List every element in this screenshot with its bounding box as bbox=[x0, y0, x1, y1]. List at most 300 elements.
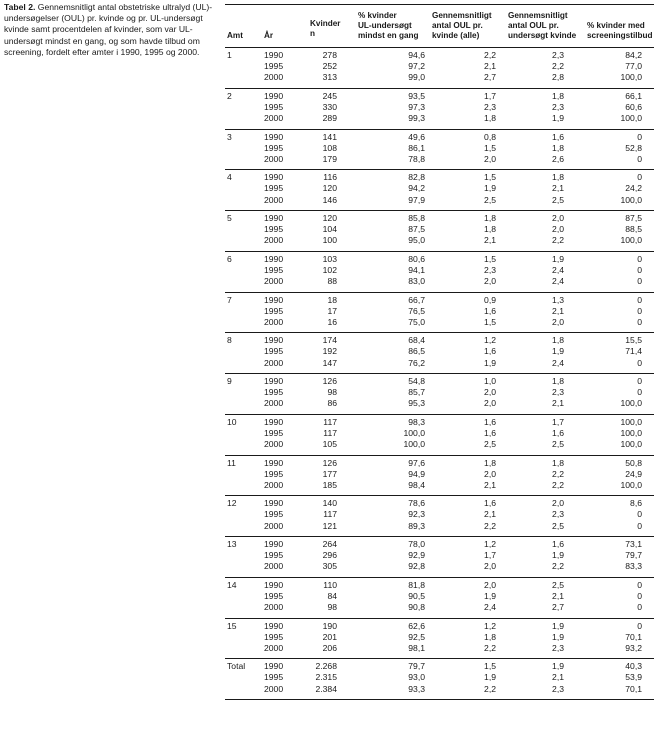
cell-oul: 2,0 bbox=[484, 276, 496, 287]
cell-pct: 89,3 bbox=[408, 520, 425, 531]
table-group bbox=[225, 211, 654, 252]
cell-und: 1,8 bbox=[552, 457, 564, 468]
cell-und: 2,5 bbox=[552, 579, 564, 590]
table-row bbox=[225, 102, 654, 113]
cell-scr: 0 bbox=[637, 253, 642, 264]
cell-amt: 11 bbox=[227, 457, 236, 468]
cell-oul: 0,9 bbox=[484, 294, 496, 305]
cell-scr: 8,6 bbox=[630, 498, 642, 509]
table-row bbox=[225, 172, 654, 183]
cell-pct: 93,3 bbox=[408, 683, 425, 694]
cell-pct: 85,8 bbox=[408, 213, 425, 223]
cell-oul: 1,2 bbox=[484, 620, 496, 631]
cell-n: 201 bbox=[322, 631, 337, 642]
cell-aar: 2000 bbox=[264, 398, 284, 409]
cell-scr: 87,5 bbox=[625, 213, 642, 223]
cell-n: 102 bbox=[322, 264, 337, 275]
cell-oul: 1,6 bbox=[484, 346, 496, 357]
cell-aar: 1995 bbox=[264, 672, 284, 683]
cell-scr: 0 bbox=[637, 376, 642, 386]
table-row bbox=[225, 91, 654, 102]
table-group bbox=[225, 252, 654, 293]
cell-scr: 0 bbox=[637, 579, 642, 590]
cell-n: 117 bbox=[323, 427, 337, 438]
cell-n: 313 bbox=[322, 72, 337, 83]
cell-oul: 2,4 bbox=[484, 602, 496, 613]
cell-aar: 1990 bbox=[264, 294, 284, 305]
header-scr-line1: % kvinder med bbox=[587, 21, 645, 30]
cell-n: 100 bbox=[322, 235, 337, 246]
cell-aar: 2000 bbox=[264, 194, 284, 205]
header-und-line2: antal OUL pr. bbox=[508, 21, 559, 30]
cell-oul: 1,6 bbox=[484, 416, 496, 427]
cell-scr: 88,5 bbox=[625, 224, 642, 235]
cell-aar: 1990 bbox=[264, 213, 284, 223]
table-row bbox=[225, 591, 654, 602]
cell-scr: 0 bbox=[637, 387, 642, 398]
cell-scr: 70,1 bbox=[625, 631, 642, 642]
cell-oul: 1,5 bbox=[484, 253, 496, 264]
cell-n: 289 bbox=[322, 113, 337, 124]
table-row bbox=[225, 684, 654, 695]
header-und-line1: Gennemsnitligt bbox=[508, 11, 568, 20]
cell-pct: 92,3 bbox=[408, 509, 425, 520]
cell-scr: 0 bbox=[637, 590, 642, 601]
cell-oul: 2,5 bbox=[484, 194, 496, 205]
cell-oul: 1,6 bbox=[484, 498, 496, 509]
table-row bbox=[225, 458, 654, 469]
cell-scr: 53,9 bbox=[625, 672, 642, 683]
table-group bbox=[225, 496, 654, 537]
cell-scr: 0 bbox=[637, 294, 642, 305]
cell-scr: 0 bbox=[637, 620, 642, 631]
cell-n: 84 bbox=[327, 590, 337, 601]
cell-und: 1,8 bbox=[552, 376, 564, 386]
header-amt: Amt bbox=[227, 31, 243, 40]
cell-pct: 86,1 bbox=[408, 142, 425, 153]
cell-und: 2,1 bbox=[552, 305, 564, 316]
cell-scr: 0 bbox=[637, 153, 642, 164]
cell-amt: 2 bbox=[227, 90, 232, 101]
cell-amt: 7 bbox=[227, 294, 232, 305]
table-row bbox=[225, 480, 654, 491]
cell-oul: 1,9 bbox=[484, 590, 496, 601]
cell-und: 2,8 bbox=[552, 72, 564, 83]
cell-amt: 4 bbox=[227, 172, 232, 183]
cell-pct: 79,7 bbox=[408, 661, 425, 672]
cell-pct: 94,9 bbox=[408, 468, 425, 479]
cell-oul: 2,2 bbox=[484, 683, 496, 694]
cell-n: 126 bbox=[322, 376, 337, 386]
cell-pct: 97,2 bbox=[408, 61, 425, 72]
cell-n: 141 bbox=[322, 131, 337, 142]
table-row bbox=[225, 195, 654, 206]
cell-oul: 1,6 bbox=[484, 427, 496, 438]
table-group bbox=[225, 333, 654, 374]
cell-amt: 8 bbox=[227, 335, 232, 346]
cell-scr: 71,4 bbox=[625, 346, 642, 357]
table-row bbox=[225, 154, 654, 165]
cell-oul: 2,1 bbox=[484, 235, 496, 246]
cell-n: 2.384 bbox=[315, 683, 337, 694]
table-caption bbox=[4, 2, 214, 58]
cell-n: 105 bbox=[322, 439, 337, 450]
table-row bbox=[225, 509, 654, 520]
cell-aar: 1995 bbox=[264, 305, 284, 316]
table-row bbox=[225, 295, 654, 306]
cell-oul: 1,9 bbox=[484, 357, 496, 368]
header-pct-line3: mindst en gang bbox=[358, 31, 419, 40]
cell-n: 18 bbox=[327, 294, 337, 305]
cell-oul: 2,0 bbox=[484, 579, 496, 590]
cell-n: 16 bbox=[327, 316, 337, 327]
cell-und: 1,3 bbox=[552, 294, 564, 305]
cell-n: 140 bbox=[322, 498, 337, 509]
cell-oul: 1,6 bbox=[484, 305, 496, 316]
cell-oul: 1,8 bbox=[484, 631, 496, 642]
cell-und: 1,9 bbox=[552, 661, 564, 672]
cell-oul: 2,2 bbox=[484, 520, 496, 531]
cell-oul: 2,1 bbox=[484, 509, 496, 520]
cell-aar: 2000 bbox=[264, 357, 284, 368]
cell-und: 2,4 bbox=[552, 357, 564, 368]
cell-aar: 1995 bbox=[264, 468, 284, 479]
table-row bbox=[225, 224, 654, 235]
table-row bbox=[225, 521, 654, 532]
cell-und: 2,7 bbox=[552, 602, 564, 613]
cell-und: 2,0 bbox=[552, 316, 564, 327]
table-group bbox=[225, 415, 654, 456]
cell-oul: 1,5 bbox=[484, 316, 496, 327]
cell-pct: 83,0 bbox=[408, 276, 425, 287]
cell-n: 117 bbox=[323, 509, 337, 520]
cell-amt: 9 bbox=[227, 376, 232, 386]
cell-und: 1,6 bbox=[552, 131, 564, 142]
cell-scr: 0 bbox=[637, 602, 642, 613]
cell-scr: 0 bbox=[637, 509, 642, 520]
cell-und: 2,3 bbox=[552, 683, 564, 694]
cell-und: 1,6 bbox=[552, 539, 564, 549]
cell-scr: 0 bbox=[637, 316, 642, 327]
cell-oul: 1,8 bbox=[484, 213, 496, 223]
cell-pct: 49,6 bbox=[408, 131, 425, 142]
cell-n: 116 bbox=[323, 172, 337, 183]
cell-n: 120 bbox=[322, 213, 337, 223]
cell-n: 185 bbox=[322, 479, 337, 490]
cell-pct: 78,6 bbox=[408, 498, 425, 509]
cell-und: 1,9 bbox=[552, 631, 564, 642]
cell-und: 1,8 bbox=[552, 142, 564, 153]
cell-und: 2,2 bbox=[552, 479, 564, 490]
cell-und: 1,9 bbox=[552, 113, 564, 124]
cell-aar: 2000 bbox=[264, 439, 284, 450]
table-row bbox=[225, 358, 654, 369]
cell-scr: 50,8 bbox=[625, 457, 642, 468]
cell-pct: 90,8 bbox=[408, 602, 425, 613]
cell-n: 252 bbox=[322, 61, 337, 72]
table-row bbox=[225, 143, 654, 154]
table-row bbox=[225, 539, 654, 550]
cell-amt: 1 bbox=[227, 50, 232, 60]
cell-pct: 78,8 bbox=[408, 153, 425, 164]
cell-aar: 1990 bbox=[264, 335, 284, 346]
cell-oul: 2,2 bbox=[484, 642, 496, 653]
cell-aar: 2000 bbox=[264, 561, 284, 572]
table-row bbox=[225, 469, 654, 480]
cell-pct: 97,9 bbox=[408, 194, 425, 205]
table-group bbox=[225, 374, 654, 415]
table-row bbox=[225, 643, 654, 654]
cell-scr: 77,0 bbox=[625, 61, 642, 72]
cell-oul: 1,2 bbox=[484, 539, 496, 549]
cell-pct: 92,8 bbox=[408, 561, 425, 572]
cell-pct: 66,7 bbox=[408, 294, 425, 305]
table-row bbox=[225, 387, 654, 398]
cell-scr: 52,8 bbox=[625, 142, 642, 153]
cell-n: 110 bbox=[323, 579, 337, 590]
cell-oul: 2,2 bbox=[484, 50, 496, 60]
cell-aar: 1990 bbox=[264, 90, 284, 101]
cell-aar: 1990 bbox=[264, 131, 284, 142]
table-row bbox=[225, 306, 654, 317]
cell-pct: 94,6 bbox=[408, 50, 425, 60]
data-table bbox=[225, 4, 654, 700]
header-oul-line2: antal OUL pr. bbox=[432, 21, 483, 30]
table-header bbox=[225, 5, 654, 47]
table-group bbox=[225, 130, 654, 171]
table-row bbox=[225, 183, 654, 194]
cell-und: 2,3 bbox=[552, 509, 564, 520]
table-row bbox=[225, 439, 654, 450]
cell-n: 146 bbox=[322, 194, 337, 205]
cell-n: 120 bbox=[322, 183, 337, 194]
cell-und: 2,2 bbox=[552, 235, 564, 246]
cell-n: 264 bbox=[322, 539, 337, 549]
cell-oul: 1,8 bbox=[484, 457, 496, 468]
cell-und: 2,5 bbox=[552, 520, 564, 531]
table-row bbox=[225, 632, 654, 643]
cell-amt: 12 bbox=[227, 498, 237, 509]
cell-und: 2,3 bbox=[552, 387, 564, 398]
cell-und: 1,8 bbox=[552, 90, 564, 101]
table-body bbox=[225, 48, 654, 700]
cell-aar: 1995 bbox=[264, 61, 284, 72]
cell-pct: 90,5 bbox=[408, 590, 425, 601]
cell-n: 2.315 bbox=[315, 672, 337, 683]
cell-aar: 1995 bbox=[264, 509, 284, 520]
cell-und: 1,9 bbox=[552, 346, 564, 357]
table-row bbox=[225, 50, 654, 61]
cell-oul: 2,0 bbox=[484, 468, 496, 479]
table-group bbox=[225, 293, 654, 334]
table-row bbox=[225, 113, 654, 124]
table-row bbox=[225, 132, 654, 143]
cell-aar: 1990 bbox=[264, 457, 284, 468]
table-row bbox=[225, 254, 654, 265]
cell-n: 305 bbox=[322, 561, 337, 572]
cell-pct: 98,3 bbox=[408, 416, 425, 427]
cell-pct: 95,3 bbox=[408, 398, 425, 409]
cell-pct: 93,0 bbox=[408, 672, 425, 683]
cell-pct: 76,5 bbox=[408, 305, 425, 316]
cell-n: 174 bbox=[322, 335, 337, 346]
cell-aar: 1995 bbox=[264, 427, 284, 438]
cell-scr: 100,0 bbox=[620, 235, 642, 246]
cell-oul: 0,8 bbox=[484, 131, 496, 142]
cell-n: 103 bbox=[322, 253, 337, 264]
cell-und: 1,8 bbox=[552, 335, 564, 346]
cell-amt: Total bbox=[227, 661, 246, 672]
cell-scr: 100,0 bbox=[620, 398, 642, 409]
cell-aar: 2000 bbox=[264, 683, 284, 694]
cell-n: 117 bbox=[323, 416, 337, 427]
table-row bbox=[225, 61, 654, 72]
cell-pct: 92,5 bbox=[408, 631, 425, 642]
table-row bbox=[225, 661, 654, 672]
cell-aar: 1995 bbox=[264, 101, 284, 112]
table-row bbox=[225, 265, 654, 276]
cell-und: 2,3 bbox=[552, 642, 564, 653]
table-row bbox=[225, 213, 654, 224]
cell-scr: 15,5 bbox=[625, 335, 642, 346]
header-oul-line1: Gennemsnitligt bbox=[432, 11, 492, 20]
cell-aar: 2000 bbox=[264, 602, 284, 613]
table-row bbox=[225, 428, 654, 439]
cell-scr: 40,3 bbox=[625, 661, 642, 672]
table-group bbox=[225, 456, 654, 497]
caption-text: Gennemsnitligt antal obstetriske ultralyd (UL)-undersøgelser (OUL) pr. kvinde og pr. UL-undersøgt kvinde samt procentdelen af kvinder, som var UL-undersøgt mindst en gang, og som havde tilbud om screening, fordelt efter amter i 1990, 1995 og 2000. bbox=[4, 2, 213, 57]
cell-aar: 1995 bbox=[264, 387, 284, 398]
table-row bbox=[225, 602, 654, 613]
cell-oul: 1,7 bbox=[484, 550, 496, 561]
cell-scr: 73,1 bbox=[625, 539, 642, 549]
cell-und: 1,9 bbox=[552, 550, 564, 561]
cell-amt: 15 bbox=[227, 620, 237, 631]
cell-n: 2.268 bbox=[315, 661, 337, 672]
cell-oul: 2,1 bbox=[484, 61, 496, 72]
cell-oul: 2,3 bbox=[484, 264, 496, 275]
cell-n: 104 bbox=[322, 224, 337, 235]
cell-scr: 100,0 bbox=[620, 439, 642, 450]
cell-oul: 1,9 bbox=[484, 672, 496, 683]
table-row bbox=[225, 398, 654, 409]
cell-amt: 10 bbox=[227, 416, 237, 427]
table-row bbox=[225, 276, 654, 287]
cell-scr: 100,0 bbox=[620, 194, 642, 205]
cell-pct: 93,5 bbox=[408, 90, 425, 101]
table-group bbox=[225, 659, 654, 700]
cell-aar: 1990 bbox=[264, 376, 284, 386]
cell-und: 2,0 bbox=[552, 224, 564, 235]
cell-aar: 1990 bbox=[264, 416, 284, 427]
cell-n: 126 bbox=[322, 457, 337, 468]
cell-pct: 100,0 bbox=[403, 439, 425, 450]
cell-aar: 1990 bbox=[264, 620, 284, 631]
cell-und: 2,0 bbox=[552, 213, 564, 223]
cell-aar: 1995 bbox=[264, 631, 284, 642]
cell-pct: 86,5 bbox=[408, 346, 425, 357]
table-group bbox=[225, 170, 654, 211]
cell-oul: 2,0 bbox=[484, 561, 496, 572]
cell-scr: 84,2 bbox=[625, 50, 642, 60]
cell-und: 2,1 bbox=[552, 183, 564, 194]
cell-aar: 1990 bbox=[264, 50, 284, 60]
cell-pct: 68,4 bbox=[408, 335, 425, 346]
cell-n: 192 bbox=[322, 346, 337, 357]
header-n-line2: n bbox=[310, 29, 316, 38]
cell-scr: 70,1 bbox=[625, 683, 642, 694]
cell-aar: 2000 bbox=[264, 235, 284, 246]
cell-scr: 0 bbox=[637, 305, 642, 316]
cell-scr: 93,2 bbox=[625, 642, 642, 653]
table-row bbox=[225, 335, 654, 346]
cell-scr: 100,0 bbox=[620, 113, 642, 124]
cell-n: 147 bbox=[322, 357, 337, 368]
cell-und: 1,8 bbox=[552, 172, 564, 183]
cell-und: 2,1 bbox=[552, 672, 564, 683]
table-group bbox=[225, 537, 654, 578]
cell-oul: 1,5 bbox=[484, 661, 496, 672]
cell-oul: 2,5 bbox=[484, 439, 496, 450]
cell-und: 2,2 bbox=[552, 468, 564, 479]
table-row bbox=[225, 317, 654, 328]
cell-und: 2,0 bbox=[552, 498, 564, 509]
cell-und: 2,5 bbox=[552, 194, 564, 205]
cell-scr: 24,2 bbox=[625, 183, 642, 194]
cell-pct: 98,1 bbox=[408, 642, 425, 653]
table-row bbox=[225, 550, 654, 561]
cell-aar: 1995 bbox=[264, 346, 284, 357]
cell-scr: 100,0 bbox=[620, 416, 642, 427]
cell-pct: 76,2 bbox=[408, 357, 425, 368]
cell-oul: 1,7 bbox=[484, 90, 496, 101]
table-row bbox=[225, 498, 654, 509]
header-und-line3: undersøgt kvinde bbox=[508, 31, 577, 40]
cell-und: 1,9 bbox=[552, 253, 564, 264]
cell-pct: 92,9 bbox=[408, 550, 425, 561]
cell-pct: 75,0 bbox=[408, 316, 425, 327]
cell-und: 2,1 bbox=[552, 398, 564, 409]
cell-aar: 1990 bbox=[264, 172, 284, 183]
cell-aar: 1995 bbox=[264, 550, 284, 561]
cell-oul: 2,0 bbox=[484, 398, 496, 409]
cell-aar: 1990 bbox=[264, 661, 284, 672]
cell-aar: 1990 bbox=[264, 253, 284, 264]
cell-aar: 2000 bbox=[264, 316, 284, 327]
cell-pct: 62,6 bbox=[408, 620, 425, 631]
cell-oul: 1,0 bbox=[484, 376, 496, 386]
cell-pct: 85,7 bbox=[408, 387, 425, 398]
cell-n: 86 bbox=[327, 398, 337, 409]
cell-n: 108 bbox=[322, 142, 337, 153]
header-pct-line1: % kvinder bbox=[358, 11, 397, 20]
caption-label: Tabel 2. bbox=[4, 2, 36, 12]
table-row bbox=[225, 417, 654, 428]
cell-aar: 2000 bbox=[264, 72, 284, 83]
cell-pct: 98,4 bbox=[408, 479, 425, 490]
cell-n: 98 bbox=[327, 387, 337, 398]
cell-pct: 82,8 bbox=[408, 172, 425, 183]
cell-aar: 1995 bbox=[264, 590, 284, 601]
cell-pct: 87,5 bbox=[408, 224, 425, 235]
cell-n: 179 bbox=[322, 153, 337, 164]
table-group bbox=[225, 48, 654, 89]
cell-scr: 100,0 bbox=[620, 427, 642, 438]
cell-aar: 2000 bbox=[264, 113, 284, 124]
header-pct-line2: UL-undersøgt bbox=[358, 21, 412, 30]
cell-n: 121 bbox=[322, 520, 337, 531]
cell-und: 2,2 bbox=[552, 561, 564, 572]
